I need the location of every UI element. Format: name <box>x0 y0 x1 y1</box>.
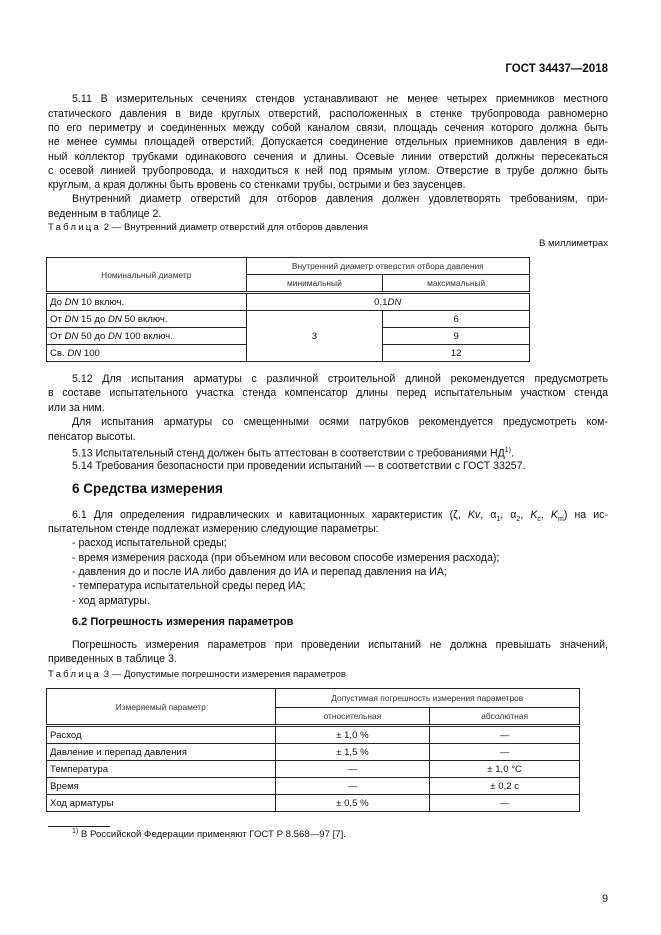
absolute-cell: — <box>430 744 580 761</box>
value-cell: 0,1DN <box>246 293 529 311</box>
absolute-cell: ± 0,2 с <box>430 778 580 795</box>
table-3-caption: Таблица 3 — Допустимые погрешности измерения параметров <box>48 669 346 680</box>
param-cell: Температура <box>47 761 276 778</box>
page-number: 9 <box>602 893 608 905</box>
paragraph-5-13: 5.13 Испытательный стенд должен быть аттестован в соответствии с требованиями НД$^{1)}$. <box>72 447 514 460</box>
relative-cell: ± 1,0 % <box>275 726 430 744</box>
document-header: ГОСТ 34437—2018 <box>505 63 608 75</box>
list-item: - время измерения расхода (при объемном или весовом способе измерения расхода); <box>72 552 500 564</box>
relative-cell: ± 1,5 % <box>275 744 430 761</box>
paragraph-6-1-line: 6.1 Для определения гидравлических и кавитационных характеристик (ζ, Kv, $\alpha_1$, $\alpha_2$, $K_c$, $K_m$) на ис- <box>72 509 608 524</box>
table-row <box>47 778 580 795</box>
list-item: - давления до и после ИА либо давления до ИА и перепад давления на ИА; <box>72 566 447 578</box>
table-2-caption: Таблица 2 — Внутренний диаметр отверстий для отборов давления <box>48 222 368 233</box>
header-parameter: Измеряемый параметр <box>47 689 276 726</box>
paragraph-offset-line: пенсатор высоты. <box>48 431 136 443</box>
paragraph-5-11-line: не менее суммы площадей отверстий. Допускается соединение отдельных приемников давления в еди- <box>48 136 608 148</box>
header-relative: относительная <box>275 708 430 726</box>
header-min: минимальный <box>246 275 383 293</box>
max-value-cell: 9 <box>383 328 530 345</box>
absolute-cell: ± 1,0 °С <box>430 761 580 778</box>
header-nominal-diameter: Номинальный диаметр <box>47 258 247 293</box>
relative-cell: ± 0,5 % <box>275 795 430 812</box>
paragraph-6-1-line: пытательном стенде подлежат измерению следующие параметры: <box>48 523 379 535</box>
table-row <box>47 744 580 761</box>
min-value-cell: 3 <box>246 311 383 362</box>
table-row <box>47 726 580 744</box>
paragraph-diameter-line: веденным в таблице 2. <box>48 208 162 220</box>
paragraph-offset-line: Для испытания арматуры со смещенными осями патрубков рекомендуется предусмотреть ком- <box>72 416 608 428</box>
param-cell: Расход <box>47 726 276 744</box>
section-6-heading: 6 Средства измерения <box>72 481 223 496</box>
paragraph-6-2-line: Погрешность измерения параметров при проведении испытаний не должна превышать значений, <box>72 639 608 651</box>
absolute-cell: — <box>430 726 580 744</box>
paragraph-6-2-line: приведенных в таблице 3. <box>48 653 177 665</box>
param-cell: Давление и перепад давления <box>47 744 276 761</box>
paragraph-5-11-line: с осевой линией трубопровода, и находиться к ней под прямым углом. Отверстие в трубе должно быть <box>48 165 608 177</box>
list-item: - температура испытательной среды перед ИА; <box>72 580 306 592</box>
relative-cell: — <box>275 778 430 795</box>
max-value-cell: 12 <box>383 345 530 362</box>
table-2 <box>46 257 530 362</box>
list-item: - ход арматуры. <box>72 595 150 607</box>
header-error: Допустимая погрешность измерения параметров <box>275 689 579 708</box>
paragraph-5-14: 5.14 Требования безопасности при проведении испытаний — в соответствии с ГОСТ 33257. <box>72 460 526 472</box>
table-row <box>47 311 530 328</box>
footnote: $^{1)}$ В Российской Федерации применяют ГОСТ Р 8.568—97 [7]. <box>72 828 346 841</box>
footnote-divider <box>48 826 110 827</box>
relative-cell: — <box>275 761 430 778</box>
paragraph-5-11-line: 5.11 В измерительных сечениях стендов устанавливают не менее четырех приемников местного <box>72 93 608 105</box>
nominal-cell: До DN 10 включ. <box>47 293 247 311</box>
paragraph-5-11-line: ный коллектор трубками одинакового сечения и длины. Осевые линии отверстий должны пересекаться <box>48 151 608 163</box>
paragraph-5-11-line: по его периметру и соединенных между собой каналом связи, площадь сечения которого должна быть <box>48 122 608 134</box>
table-3 <box>46 688 580 812</box>
section-6-2-heading: 6.2 Погрешность измерения параметров <box>72 616 294 628</box>
nominal-cell: От DN 50 до DN 100 включ. <box>47 328 247 345</box>
nominal-cell: От DN 15 до DN 50 включ. <box>47 311 247 328</box>
param-cell: Время <box>47 778 276 795</box>
list-item: - расход испытательной среды; <box>72 537 227 549</box>
table-row <box>47 795 580 812</box>
table-2-units: В миллиметрах <box>538 238 608 249</box>
nominal-cell: Св. DN 100 <box>47 345 247 362</box>
header-absolute: абсолютная <box>430 708 580 726</box>
paragraph-5-12-line: в составе испытательного участка стенда компенсатор длины перед испытательным участком стенда <box>48 387 608 399</box>
paragraph-5-11-line: круглым, а края должны быть вровень со стенками трубы, острыми и без заусенцев. <box>48 179 466 191</box>
max-value-cell: 6 <box>383 311 530 328</box>
absolute-cell: — <box>430 795 580 812</box>
paragraph-5-12-line: 5.12 Для испытания арматуры с различной строительной длиной рекомендуется предусмотреть <box>72 373 608 385</box>
header-inner-diameter: Внутренний диаметр отверстия отбора давления <box>246 258 529 275</box>
table-row <box>47 761 580 778</box>
table-row <box>47 293 530 311</box>
paragraph-5-12-line: или за ним. <box>48 402 105 414</box>
paragraph-diameter-line: Внутренний диаметр отверстий для отборов давления должен удовлетворять требованиям, при- <box>72 193 608 205</box>
paragraph-5-11-line: статического давления в виде круглых отверстий, расположенных в стенке трубопровода равномерно <box>48 108 608 120</box>
header-max: максимальный <box>383 275 530 293</box>
param-cell: Ход арматуры <box>47 795 276 812</box>
